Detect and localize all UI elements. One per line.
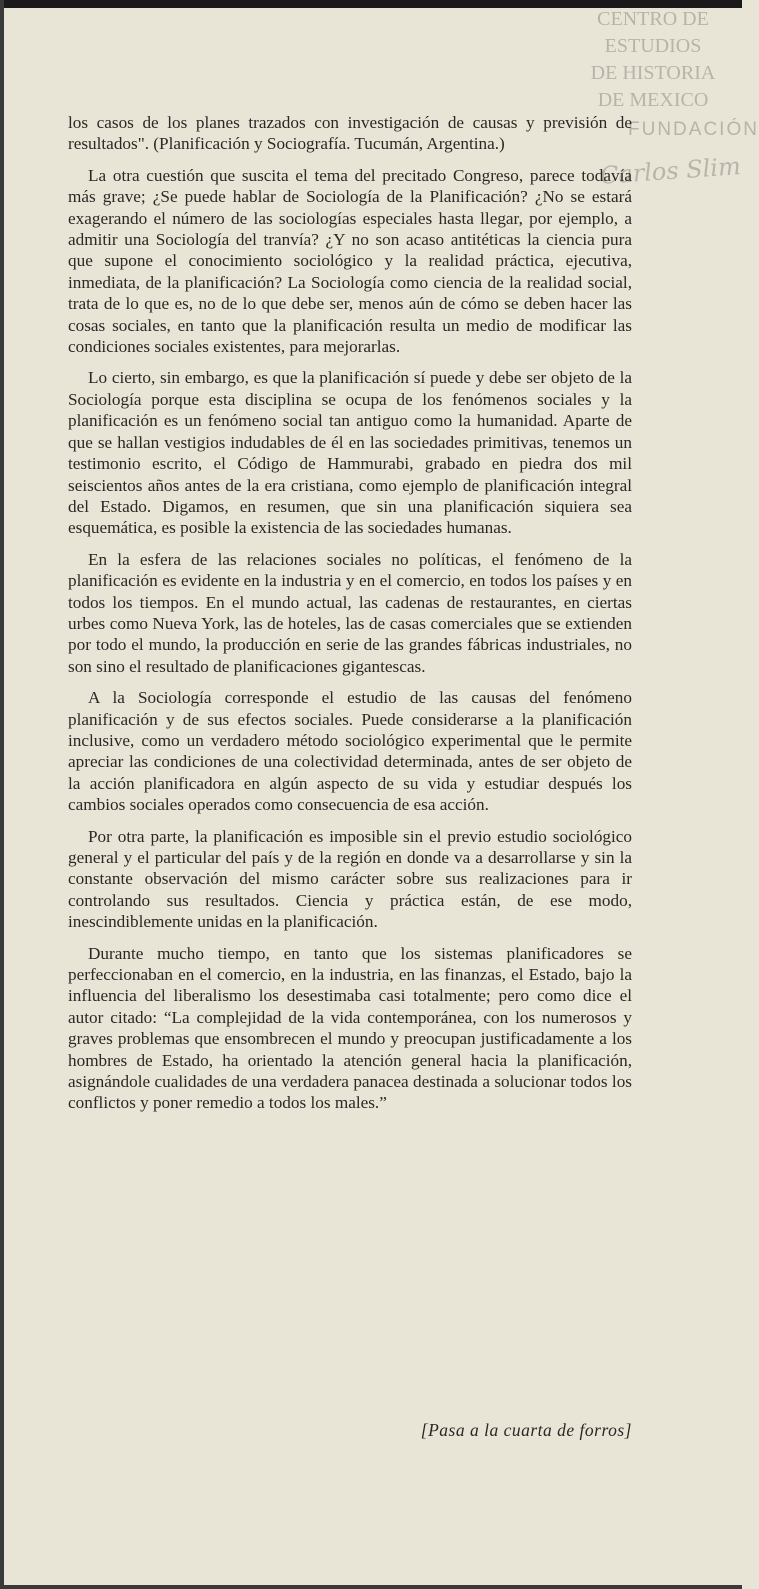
- paragraph: los casos de los planes trazados con investigación de causas y previsión de resultados". (Planificación y Sociografía. Tucumán, Argentina.): [68, 113, 632, 154]
- article-body: [68, 112, 632, 1124]
- archive-watermark: [578, 6, 728, 114]
- paragraph: A la Sociología corresponde el estudio de las causas del fenómeno planificación y de sus efectos sociales. Puede considerarse a la planificación inclusive, como un verdadero método sociológico experimental que le permite apreciar las condiciones de una colectividad determinada, antes de ser objeto de la acción planificadora en algún aspecto de su vida y estudiar después los cambios sociales operados como consecuencia de esa acción.: [68, 688, 632, 815]
- paragraph: En la esfera de las relaciones sociales no políticas, el fenómeno de la planificación es evidente en la industria y en el comercio, en todos los países y en todos los tiempos. En el mundo actual, las cadenas de restaurantes, en ciertas urbes como Nueva York, las de hoteles, las de casas comerciales que se extienden por todo el mundo, la producción en serie de las grandes fábricas industriales, no son sino el resultado de planificaciones gigantescas.: [68, 549, 632, 676]
- watermark-signature: Carlos Slim: [599, 152, 742, 190]
- paragraph: Lo cierto, sin embargo, es que la planificación sí puede y debe ser objeto de la Sociología porque esta disciplina se ocupa de los fenómenos sociales y la planificación es un fenómeno social tan antiguo como la humanidad. Aparte de que se hallan vestigios indudables de él en las sociedades primitivas, tenemos un testimonio escrito, el Código de Hammurabi, grabado en piedra dos mil seiscientos años antes de la era cristiana, como ejemplo de planificación integral del Estado. Digamos, en resumen, que sin una planificación siquiera sea esquemática, es posible la existencia de las sociedades humanas.: [68, 368, 632, 538]
- paragraph: Por otra parte, la planificación es imposible sin el previo estudio sociológico general y el particular del país y de la región en donde va a desarrollarse y sin la constante observación del mismo carácter sobre sus realizaciones para ir controlando sus resultados. Ciencia y práctica están, de ese modo, inescindiblemente unidas en la planificación.: [68, 826, 632, 932]
- continuation-note: [Pasa a la cuarta de forros]: [420, 1420, 632, 1440]
- paragraph: La otra cuestión que suscita el tema del precitado Congreso, parece todavía más grave; ¿Se puede hablar de Sociología de la Planificación? ¿No se estará exagerando el número de las sociologías especiales hasta llegar, por ejemplo, a admitir una Sociología del tranvía? ¿Y no son acaso antitéticas la ciencia pura que supone el conocimiento sociológico y la realidad práctica, ejecutiva, inmediata, de la planificación? La Sociología como ciencia de la realidad social, trata de lo que es, no de lo que debe ser, menos aún de cómo se deben hacer las cosas sociales, en tanto que la planificación resulta un medio de modificar las condiciones sociales existentes, para mejorarlas.: [68, 165, 632, 357]
- bottom-border: [0, 1585, 742, 1589]
- watermark-line: DE HISTORIA: [590, 62, 716, 84]
- left-border: [0, 0, 4, 1589]
- watermark-line: ESTUDIOS: [604, 35, 702, 57]
- watermark-fundacion: FUNDACIÓN: [628, 119, 759, 140]
- watermark-line: CENTRO DE: [597, 8, 709, 30]
- paragraph: Durante mucho tiempo, en tanto que los sistemas planificadores se perfeccionaban en el comercio, en la industria, en las finanzas, el Estado, bajo la influencia del liberalismo los desestimaba casi totalmente; pero como dice el autor citado: “La complejidad de la vida contemporánea, con los numerosos y graves problemas que ensombrecen el mundo y preocupan justificadamente a los hombres de Estado, ha orientado la atención general hacia la planificación, asignándole cualidades de una verdadera panacea destinada a solucionar todos los conflictos y poner remedio a todos los males.”: [68, 943, 632, 1113]
- watermark-line: DE MEXICO: [597, 89, 709, 111]
